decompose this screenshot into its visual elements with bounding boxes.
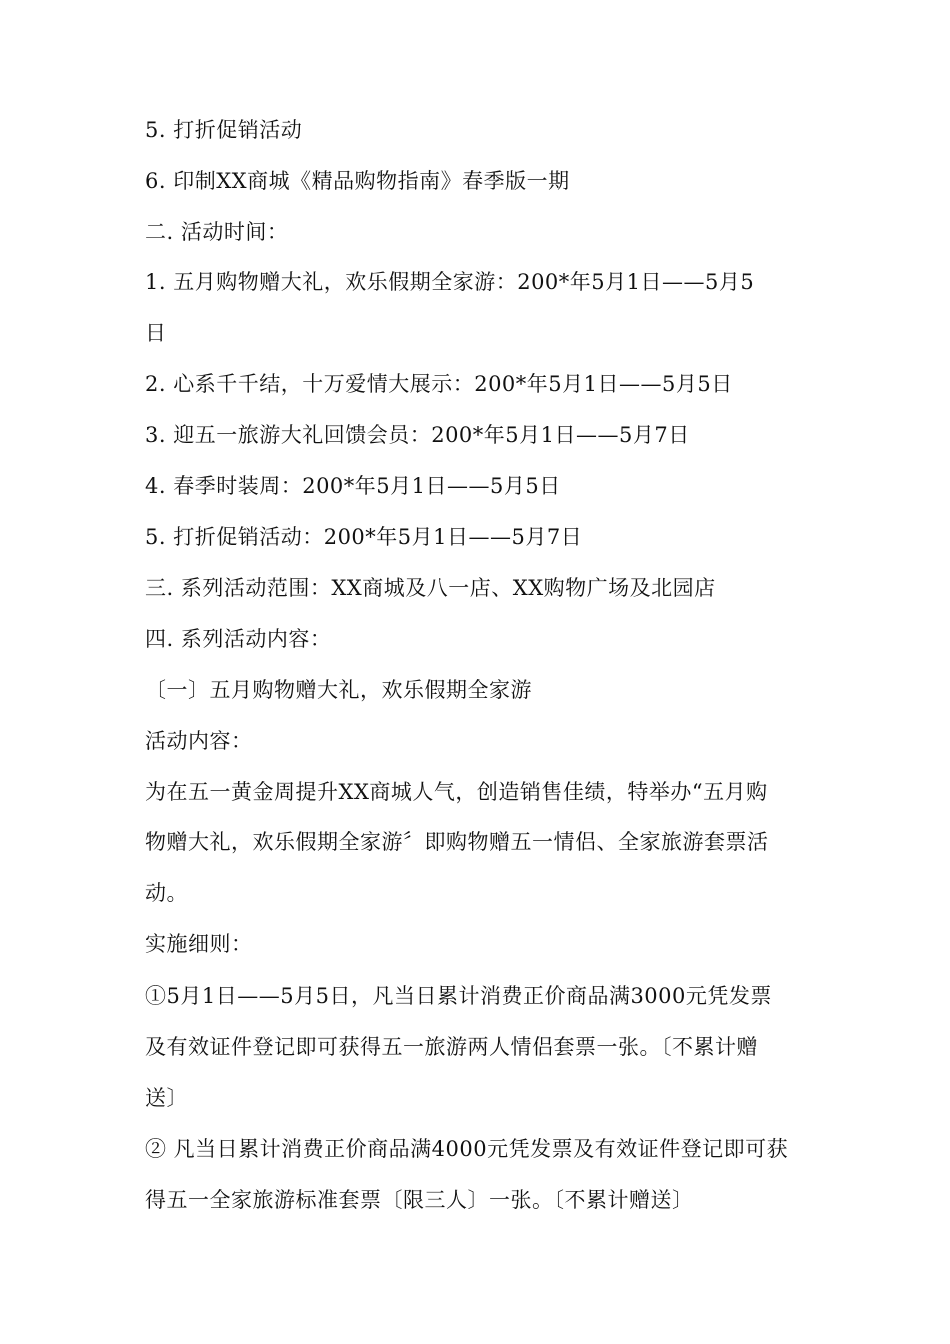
text-line: 4. 春季时装周：200*年5月1日——5月5日: [145, 474, 561, 498]
text-line: 6. 印制XX商城《精品购物指南》春季版一期: [145, 169, 570, 193]
text-line: 为在五一黄金周提升XX商城人气，创造销售佳绩，特举办“五月购: [145, 780, 768, 804]
text-line: ② 凡当日累计消费正价商品满4000元凭发票及有效证件登记即可获: [145, 1137, 789, 1161]
text-line: 3. 迎五一旅游大礼回馈会员：200*年5月1日——5月7日: [145, 423, 690, 447]
text-line: 5. 打折促销活动：200*年5月1日——5月7日: [145, 525, 583, 549]
text-line: 5. 打折促销活动: [145, 118, 303, 142]
text-line: ①5月1日——5月5日，凡当日累计消费正价商品满3000元凭发票: [145, 984, 772, 1008]
label-line: 活动内容：: [145, 729, 253, 753]
section-heading: 二. 活动时间：: [145, 220, 289, 244]
text-line: 物赠大礼，欢乐假期全家游〞即购物赠五一情侣、全家旅游套票活: [145, 830, 769, 854]
text-line: 动。: [145, 881, 188, 905]
section-heading: 四. 系列活动内容：: [145, 627, 332, 651]
text-line: 送〕: [145, 1086, 188, 1110]
text-line: 日: [145, 321, 167, 345]
subsection-heading: 〔一〕五月购物赠大礼，欢乐假期全家游: [145, 678, 532, 702]
text-line: 1. 五月购物赠大礼，欢乐假期全家游：200*年5月1日——5月5: [145, 270, 755, 294]
label-line: 实施细则：: [145, 932, 253, 956]
section-heading: 三. 系列活动范围：XX商城及八一店、XX购物广场及北园店: [145, 576, 716, 600]
text-line: 及有效证件登记即可获得五一旅游两人情侣套票一张。〔不累计赠: [145, 1035, 758, 1059]
text-line: 2. 心系千千结，十万爱情大展示：200*年5月1日——5月5日: [145, 372, 733, 396]
text-line: 得五一全家旅游标准套票〔限三人〕一张。〔不累计赠送〕: [145, 1188, 694, 1212]
